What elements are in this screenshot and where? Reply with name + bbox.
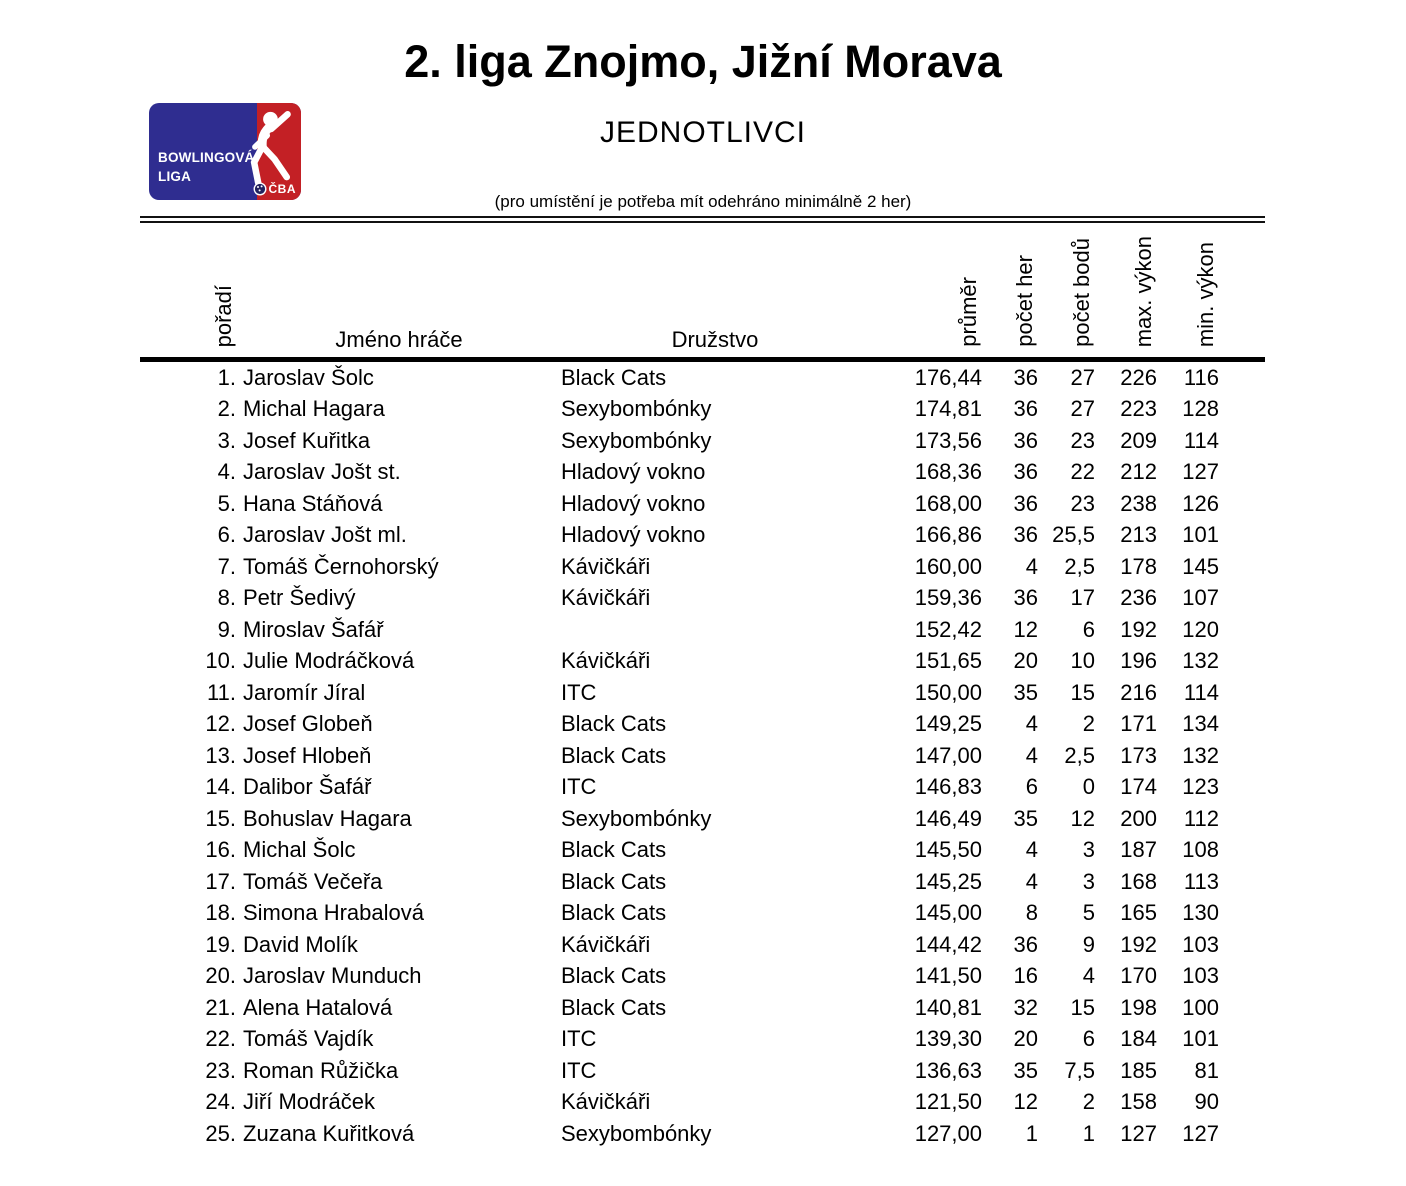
cell-max: 198 <box>1120 994 1157 1020</box>
cell-games: 36 <box>1013 364 1038 390</box>
cell-rank: 7. <box>217 553 236 579</box>
cell-name: Jiří Modráček <box>243 1089 376 1115</box>
column-header-points <box>1038 223 1095 360</box>
cell-rank: 10. <box>205 648 236 674</box>
cell-points: 7,5 <box>1064 1057 1095 1083</box>
cell-points: 27 <box>1070 396 1095 422</box>
cell-points: 9 <box>1082 931 1095 957</box>
table-row <box>140 583 1265 615</box>
cell-min: 100 <box>1182 994 1219 1020</box>
cell-avg: 147,00 <box>914 742 982 768</box>
cell-avg: 146,83 <box>914 774 982 800</box>
cell-rank: 8. <box>217 585 236 611</box>
cell-points: 1 <box>1082 1120 1095 1146</box>
cell-points: 15 <box>1070 994 1095 1020</box>
cell-avg: 150,00 <box>914 679 982 705</box>
cell-max: 196 <box>1120 648 1157 674</box>
cell-team: Kávičkáři <box>561 1089 651 1115</box>
cell-max: 212 <box>1120 459 1157 485</box>
cell-name: Julie Modráčková <box>243 648 415 674</box>
results-table-body <box>140 360 1265 1150</box>
cell-rank: 5. <box>217 490 236 516</box>
cell-points: 4 <box>1082 963 1095 989</box>
cell-team: Black Cats <box>561 868 667 894</box>
cell-games: 12 <box>1013 1089 1038 1115</box>
column-header-points-label: počet bodů <box>1068 238 1094 347</box>
cell-team: Sexybombónky <box>561 427 712 453</box>
table-row <box>140 772 1265 804</box>
column-header-average <box>870 223 982 360</box>
column-header-min-label: min. výkon <box>1192 241 1218 347</box>
qualification-note: (pro umístění je potřeba mít odehráno minimálně 2 her) <box>494 192 912 211</box>
cell-max: 168 <box>1120 868 1157 894</box>
cell-rank: 13. <box>205 742 236 768</box>
cell-rank: 4. <box>217 459 236 485</box>
cell-rank: 24. <box>205 1089 236 1115</box>
cell-filler <box>1219 1055 1265 1087</box>
cell-name: Hana Stáňová <box>243 490 383 516</box>
cell-points: 3 <box>1082 837 1095 863</box>
table-row <box>140 835 1265 867</box>
table-row <box>140 709 1265 741</box>
cell-min: 107 <box>1182 585 1219 611</box>
cell-filler <box>1219 677 1265 709</box>
cell-avg: 146,49 <box>914 805 982 831</box>
cell-min: 127 <box>1182 459 1219 485</box>
cell-filler <box>1219 520 1265 552</box>
cell-filler <box>1219 457 1265 489</box>
cell-games: 4 <box>1025 868 1038 894</box>
cell-name: Jaroslav Jošt ml. <box>243 522 407 548</box>
cell-name: Michal Šolc <box>243 837 356 863</box>
cell-games: 35 <box>1013 805 1038 831</box>
cell-team: Sexybombónky <box>561 396 712 422</box>
cell-min: 128 <box>1182 396 1219 422</box>
column-header-max <box>1095 223 1157 360</box>
cell-avg: 144,42 <box>914 931 982 957</box>
cell-avg: 159,36 <box>914 585 982 611</box>
cell-filler <box>1219 614 1265 646</box>
cell-name: Josef Globeň <box>243 711 373 737</box>
cell-rank: 11. <box>207 679 236 705</box>
cell-name: Tomáš Vajdík <box>243 1026 374 1052</box>
cell-max: 226 <box>1120 364 1157 390</box>
cell-team: ITC <box>561 774 597 800</box>
cell-avg: 152,42 <box>914 616 982 642</box>
cell-max: 184 <box>1120 1026 1157 1052</box>
table-row <box>140 929 1265 961</box>
cell-team: Black Cats <box>561 837 667 863</box>
table-row <box>140 740 1265 772</box>
cell-name: Jaroslav Jošt st. <box>243 459 401 485</box>
cell-avg: 139,30 <box>914 1026 982 1052</box>
cell-name: Josef Kuřitka <box>243 427 371 453</box>
column-header-name <box>238 223 560 360</box>
cell-min: 145 <box>1182 553 1219 579</box>
cell-filler <box>1219 898 1265 930</box>
cell-min: 132 <box>1182 742 1219 768</box>
cell-name: Miroslav Šafář <box>243 616 384 642</box>
table-row <box>140 394 1265 426</box>
cell-games: 4 <box>1025 553 1038 579</box>
cell-avg: 127,00 <box>914 1120 982 1146</box>
table-row <box>140 898 1265 930</box>
cell-points: 0 <box>1082 774 1095 800</box>
cell-max: 174 <box>1120 774 1157 800</box>
cell-games: 20 <box>1013 1026 1038 1052</box>
logo-text-line1: BOWLINGOVÁ <box>158 150 255 165</box>
cell-name: David Molík <box>243 931 358 957</box>
column-header-team-label: Družstvo <box>671 327 759 352</box>
column-header-name-label: Jméno hráče <box>335 327 463 352</box>
cell-filler <box>1219 360 1265 394</box>
cell-rank: 6. <box>217 522 236 548</box>
cell-max: 187 <box>1120 837 1157 863</box>
cell-name: Petr Šedivý <box>243 585 356 611</box>
cell-name: Michal Hagara <box>243 396 385 422</box>
cell-team: Black Cats <box>561 963 667 989</box>
cell-name: Jaroslav Šolc <box>243 364 374 390</box>
table-row <box>140 425 1265 457</box>
header-divider <box>140 216 1265 223</box>
cell-max: 171 <box>1120 711 1157 737</box>
cell-team: Sexybombónky <box>561 805 712 831</box>
cell-games: 32 <box>1013 994 1038 1020</box>
table-row <box>140 803 1265 835</box>
cell-team <box>560 614 870 646</box>
cell-points: 6 <box>1082 1026 1095 1052</box>
cell-filler <box>1219 488 1265 520</box>
cell-avg: 145,00 <box>914 900 982 926</box>
cell-avg: 145,25 <box>914 868 982 894</box>
cell-name: Josef Hlobeň <box>243 742 372 768</box>
cell-team: Black Cats <box>561 364 667 390</box>
cell-team: Kávičkáři <box>561 931 651 957</box>
cell-points: 3 <box>1082 868 1095 894</box>
table-row <box>140 360 1265 394</box>
cell-team: ITC <box>561 1057 597 1083</box>
cell-points: 5 <box>1082 900 1095 926</box>
cell-filler <box>1219 1087 1265 1119</box>
cell-team: Black Cats <box>561 742 667 768</box>
table-row <box>140 614 1265 646</box>
cell-points: 25,5 <box>1052 522 1095 548</box>
cell-avg: 160,00 <box>914 553 982 579</box>
cell-min: 108 <box>1182 837 1219 863</box>
cell-name: Dalibor Šafář <box>243 774 372 800</box>
cell-max: 158 <box>1120 1089 1157 1115</box>
cell-rank: 9. <box>217 616 236 642</box>
cell-team: Kávičkáři <box>561 648 651 674</box>
cell-games: 36 <box>1013 490 1038 516</box>
cell-points: 2,5 <box>1064 742 1095 768</box>
cell-games: 35 <box>1013 1057 1038 1083</box>
cell-points: 23 <box>1070 490 1095 516</box>
column-header-team <box>560 223 870 360</box>
page-subtitle: JEDNOTLIVCI <box>599 116 807 149</box>
cell-max: 223 <box>1120 396 1157 422</box>
cell-avg: 149,25 <box>914 711 982 737</box>
cell-min: 90 <box>1194 1089 1219 1115</box>
column-header-max-label: max. výkon <box>1130 235 1156 347</box>
cell-filler <box>1219 646 1265 678</box>
cell-points: 10 <box>1070 648 1095 674</box>
cell-min: 116 <box>1183 364 1219 390</box>
cell-rank: 1. <box>217 364 236 390</box>
cell-max: 209 <box>1120 427 1157 453</box>
cell-rank: 20. <box>205 963 236 989</box>
cell-min: 81 <box>1194 1057 1219 1083</box>
cell-games: 1 <box>1025 1120 1038 1146</box>
cell-games: 16 <box>1013 963 1038 989</box>
table-row <box>140 551 1265 583</box>
cell-avg: 166,86 <box>914 522 982 548</box>
cell-team: ITC <box>561 1026 597 1052</box>
cell-games: 36 <box>1013 585 1038 611</box>
cell-rank: 2. <box>217 396 236 422</box>
cell-games: 6 <box>1025 774 1038 800</box>
cell-avg: 151,65 <box>914 648 982 674</box>
column-header-min <box>1157 223 1219 360</box>
cell-filler <box>1219 992 1265 1024</box>
cell-team: Hladový vokno <box>561 490 706 516</box>
cell-games: 36 <box>1013 522 1038 548</box>
table-row <box>140 1055 1265 1087</box>
cell-team: Kávičkáři <box>561 553 651 579</box>
cell-points: 2 <box>1082 711 1095 737</box>
cell-points: 23 <box>1070 427 1095 453</box>
cell-avg: 121,50 <box>914 1089 982 1115</box>
cell-games: 8 <box>1025 900 1038 926</box>
cell-team: Black Cats <box>561 900 667 926</box>
cell-filler <box>1219 803 1265 835</box>
cell-avg: 145,50 <box>914 837 982 863</box>
cell-max: 127 <box>1120 1120 1157 1146</box>
cell-max: 200 <box>1120 805 1157 831</box>
cell-filler <box>1219 394 1265 426</box>
table-row <box>140 1024 1265 1056</box>
league-logo <box>149 103 301 200</box>
cell-rank: 22. <box>205 1026 236 1052</box>
cell-max: 238 <box>1120 490 1157 516</box>
column-header-games <box>982 223 1038 360</box>
cell-points: 22 <box>1070 459 1095 485</box>
cell-points: 15 <box>1070 679 1095 705</box>
cell-rank: 19. <box>205 931 236 957</box>
cell-avg: 136,63 <box>914 1057 982 1083</box>
results-section <box>140 216 1265 1150</box>
cell-games: 4 <box>1025 711 1038 737</box>
cell-filler <box>1219 961 1265 993</box>
cell-team: Black Cats <box>561 994 667 1020</box>
column-header-rank-label: pořadí <box>210 284 236 347</box>
cell-min: 112 <box>1183 805 1219 831</box>
cell-rank: 23. <box>205 1057 236 1083</box>
cell-filler <box>1219 1024 1265 1056</box>
cell-min: 101 <box>1182 522 1219 548</box>
cell-rank: 17. <box>205 868 236 894</box>
cell-points: 12 <box>1070 805 1095 831</box>
cell-min: 103 <box>1182 931 1219 957</box>
cell-rank: 25. <box>205 1120 236 1146</box>
cell-max: 213 <box>1120 522 1157 548</box>
cell-filler <box>1219 929 1265 961</box>
cell-games: 12 <box>1013 616 1038 642</box>
cell-name: Tomáš Černohorský <box>243 553 439 579</box>
cell-filler <box>1219 709 1265 741</box>
cell-rank: 14. <box>205 774 236 800</box>
table-row <box>140 520 1265 552</box>
cell-team: ITC <box>561 679 597 705</box>
table-row <box>140 866 1265 898</box>
cell-team: Hladový vokno <box>561 459 706 485</box>
cell-rank: 3. <box>217 427 236 453</box>
cell-min: 134 <box>1182 711 1219 737</box>
cell-max: 192 <box>1120 616 1157 642</box>
column-header-games-label: počet her <box>1011 255 1037 347</box>
cell-team: Hladový vokno <box>561 522 706 548</box>
cell-name: Alena Hatalová <box>243 994 393 1020</box>
table-row <box>140 1087 1265 1119</box>
cell-points: 17 <box>1070 585 1095 611</box>
column-header-rank <box>140 223 238 360</box>
cell-filler <box>1219 425 1265 457</box>
cell-filler <box>1219 583 1265 615</box>
cell-max: 178 <box>1120 553 1157 579</box>
cell-min: 123 <box>1182 774 1219 800</box>
cell-min: 114 <box>1183 427 1219 453</box>
cell-points: 2,5 <box>1064 553 1095 579</box>
cell-filler <box>1219 551 1265 583</box>
cell-min: 127 <box>1182 1120 1219 1146</box>
cell-points: 27 <box>1070 364 1095 390</box>
cell-min: 103 <box>1182 963 1219 989</box>
cba-badge <box>253 182 297 196</box>
cell-max: 192 <box>1120 931 1157 957</box>
table-row <box>140 457 1265 489</box>
column-header-filler <box>1219 223 1265 360</box>
table-row <box>140 992 1265 1024</box>
page-title: 2. liga Znojmo, Jižní Morava <box>404 36 1002 87</box>
cell-filler <box>1219 1118 1265 1150</box>
logo-text-line2: LIGA <box>158 169 192 184</box>
cell-points: 6 <box>1082 616 1095 642</box>
cell-games: 20 <box>1013 648 1038 674</box>
cell-min: 113 <box>1183 868 1219 894</box>
cell-max: 173 <box>1120 742 1157 768</box>
table-row <box>140 1118 1265 1150</box>
cell-filler <box>1219 835 1265 867</box>
cell-rank: 15. <box>205 805 236 831</box>
cell-avg: 174,81 <box>914 396 982 422</box>
cell-filler <box>1219 772 1265 804</box>
results-table <box>140 223 1265 1150</box>
cell-games: 36 <box>1013 459 1038 485</box>
bowling-ball-icon <box>253 182 267 196</box>
cell-rank: 12. <box>205 711 236 737</box>
cell-min: 130 <box>1182 900 1219 926</box>
cell-avg: 141,50 <box>914 963 982 989</box>
cell-points: 2 <box>1082 1089 1095 1115</box>
cell-name: Bohuslav Hagara <box>243 805 412 831</box>
results-table-header <box>140 223 1265 360</box>
cell-games: 36 <box>1013 396 1038 422</box>
table-row <box>140 961 1265 993</box>
cell-avg: 168,00 <box>914 490 982 516</box>
cell-max: 236 <box>1120 585 1157 611</box>
cell-name: Tomáš Večeřa <box>243 868 383 894</box>
cba-badge-label: ČBA <box>268 182 296 196</box>
column-header-average-label: průměr <box>955 277 981 347</box>
cell-name: Zuzana Kuřitková <box>243 1120 415 1146</box>
cell-team: Sexybombónky <box>561 1120 712 1146</box>
cell-avg: 168,36 <box>914 459 982 485</box>
cell-team: Black Cats <box>561 711 667 737</box>
cell-rank: 16. <box>205 837 236 863</box>
table-row <box>140 646 1265 678</box>
cell-games: 36 <box>1013 931 1038 957</box>
cell-avg: 140,81 <box>914 994 982 1020</box>
cell-name: Simona Hrabalová <box>243 900 424 926</box>
cell-team: Kávičkáři <box>561 585 651 611</box>
cell-games: 36 <box>1013 427 1038 453</box>
cell-filler <box>1219 740 1265 772</box>
cell-name: Jaromír Jíral <box>243 679 366 705</box>
cell-min: 120 <box>1182 616 1219 642</box>
cell-name: Roman Růžička <box>243 1057 399 1083</box>
cell-games: 4 <box>1025 742 1038 768</box>
table-row <box>140 488 1265 520</box>
table-row <box>140 677 1265 709</box>
cell-min: 114 <box>1183 679 1219 705</box>
cell-min: 126 <box>1182 490 1219 516</box>
cell-games: 4 <box>1025 837 1038 863</box>
cell-max: 170 <box>1120 963 1157 989</box>
cell-min: 101 <box>1182 1026 1219 1052</box>
cell-rank: 21. <box>205 994 236 1020</box>
cell-max: 216 <box>1120 679 1157 705</box>
cell-name: Jaroslav Munduch <box>243 963 422 989</box>
cell-filler <box>1219 866 1265 898</box>
cell-max: 165 <box>1120 900 1157 926</box>
cell-min: 132 <box>1182 648 1219 674</box>
cell-avg: 173,56 <box>914 427 982 453</box>
cell-games: 35 <box>1013 679 1038 705</box>
cell-max: 185 <box>1120 1057 1157 1083</box>
cell-rank: 18. <box>205 900 236 926</box>
cell-avg: 176,44 <box>914 364 982 390</box>
